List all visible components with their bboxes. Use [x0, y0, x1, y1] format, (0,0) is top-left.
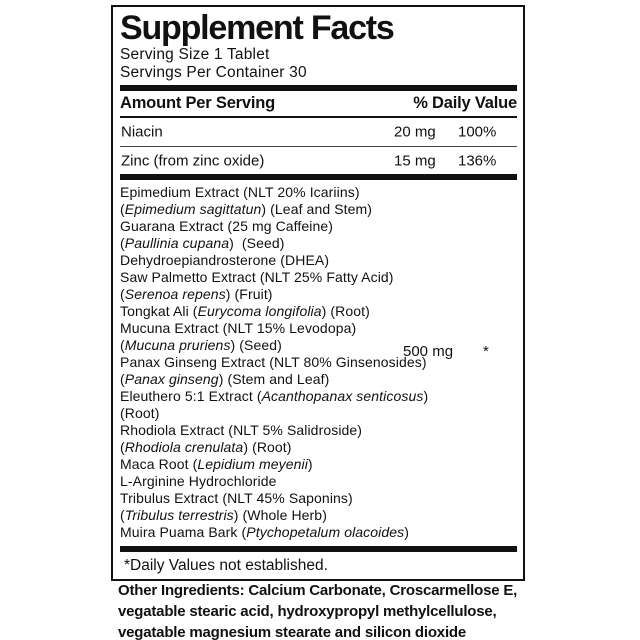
- blend-daily-value-asterisk: *: [483, 343, 489, 360]
- serving-size: Serving Size 1 Tablet: [120, 46, 270, 63]
- other-ingredients-line: Other Ingredients: Calcium Carbonate, Croscarmellose E,: [118, 582, 518, 599]
- other-ingredients-paragraph: [118, 580, 538, 640]
- blend-ingredient-line: Tongkat Ali (Eurycoma longifolia) (Root): [120, 303, 370, 319]
- blend-ingredient-line: (Serenoa repens) (Fruit): [120, 286, 273, 302]
- table-header-row: [120, 91, 517, 118]
- daily-value-footnote: *Daily Values not established.: [124, 556, 328, 574]
- blend-ingredient-line: Maca Root (Lepidium meyenii): [120, 456, 313, 472]
- other-ingredients-line: vegatable magnesium stearate and silicon dioxide: [118, 624, 467, 640]
- blend-ingredient-line: Dehydroepiandrosterone (DHEA): [120, 252, 330, 268]
- blend-ingredient-line: Eleuthero 5:1 Extract (Acanthopanax senticosus): [120, 388, 429, 404]
- blend-ingredient-line: (Paullinia cupana) (Seed): [120, 235, 285, 251]
- nutrient-daily-value: 100%: [458, 123, 497, 141]
- nutrient-amount: 20 mg: [394, 123, 436, 141]
- blend-ingredient-line: Epimedium Extract (NLT 20% Icariins): [120, 184, 360, 200]
- nutrient-daily-value: 136%: [458, 152, 497, 169]
- blend-ingredient-line: (Rhodiola crenulata) (Root): [120, 439, 292, 455]
- blend-ingredient-line: L-Arginine Hydrochloride: [120, 473, 277, 489]
- blend-ingredient-line: (Epimedium sagittatun) (Leaf and Stem): [120, 201, 373, 217]
- blend-ingredient-line: Panax Ginseng Extract (NLT 80% Ginsenosides): [120, 354, 427, 370]
- nutrient-amount: 15 mg: [394, 152, 436, 169]
- blend-ingredient-line: Saw Palmetto Extract (NLT 25% Fatty Acid): [120, 269, 394, 285]
- blend-amount: 500 mg: [403, 343, 454, 360]
- blend-ingredient-line: Mucuna Extract (NLT 15% Levodopa): [120, 320, 357, 336]
- blend-ingredient-line: Rhodiola Extract (NLT 5% Salidroside): [120, 422, 363, 438]
- nutrient-name: Niacin: [121, 123, 163, 141]
- daily-value-header: % Daily Value: [413, 94, 517, 112]
- proprietary-blend-section: [120, 180, 517, 546]
- other-ingredients-line: vegatable stearic acid, hydroxypropyl methylcellulose,: [118, 603, 497, 620]
- blend-ingredient-line: (Panax ginseng) (Stem and Leaf): [120, 371, 330, 387]
- table-row: [120, 118, 517, 146]
- servings-per-container: Servings Per Container 30: [120, 64, 307, 81]
- blend-ingredient-line: (Mucuna pruriens) (Seed): [120, 337, 282, 353]
- table-row: [120, 146, 517, 174]
- panel-title: Supplement Facts: [120, 9, 394, 47]
- blend-lines: [120, 184, 517, 541]
- blend-ingredient-line: Tribulus Extract (NLT 45% Saponins): [120, 490, 353, 506]
- blend-ingredient-line: Muira Puama Bark (Ptychopetalum olacoides): [120, 524, 410, 540]
- amount-per-serving-header: Amount Per Serving: [120, 94, 276, 112]
- nutrient-name: Zinc (from zinc oxide): [121, 152, 265, 169]
- footnote-row: [120, 552, 517, 579]
- blend-ingredient-line: (Root): [120, 405, 160, 421]
- blend-ingredient-line: Guarana Extract (25 mg Caffeine): [120, 218, 334, 234]
- supplement-facts-panel: [111, 5, 525, 581]
- blend-ingredient-line: (Tribulus terrestris) (Whole Herb): [120, 507, 327, 523]
